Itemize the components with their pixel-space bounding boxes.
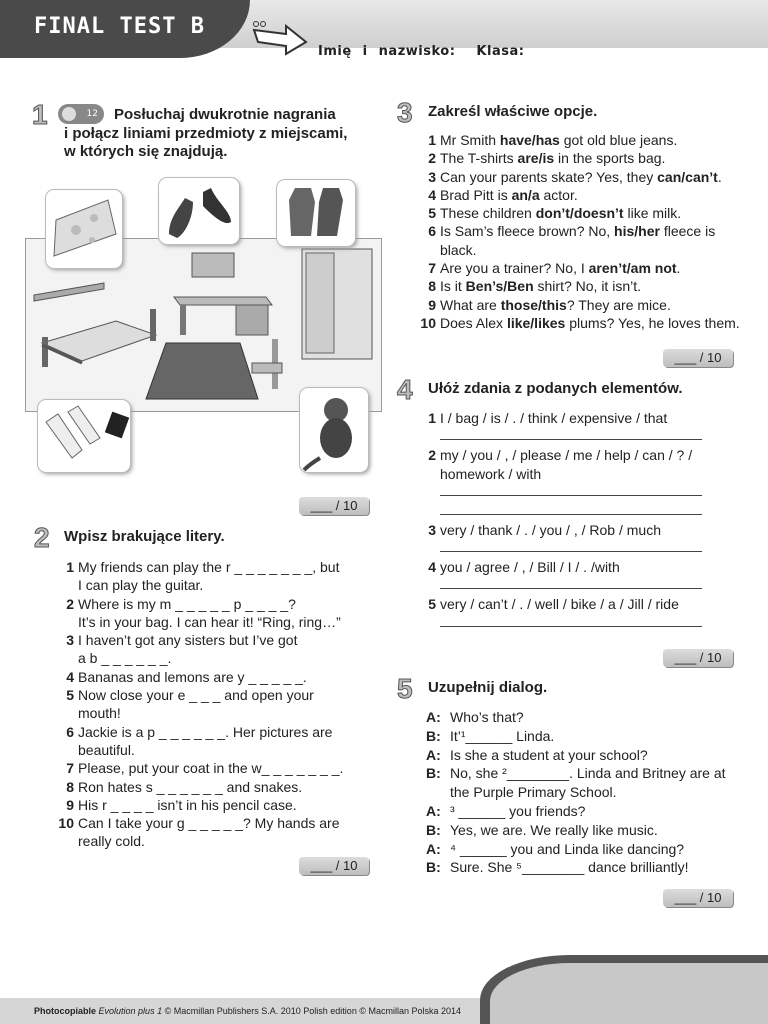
- item-text: Now close your e _ _ _ and open your: [78, 687, 314, 704]
- item-text: mouth!: [78, 705, 121, 722]
- dialog-line: [426, 858, 746, 877]
- dialog-text: Who’s that?: [450, 709, 524, 725]
- item-text: I haven’t got any sisters but I’ve got: [78, 632, 298, 649]
- exercise-2-item: [58, 686, 378, 723]
- page-title: FINAL TEST B: [34, 14, 205, 39]
- shoes-picture: [159, 178, 239, 244]
- item-text: Is it Ben’s/Ben shirt? No, it isn’t.: [440, 278, 641, 295]
- dialog-text: ⁴ ______ you and Linda like dancing?: [450, 840, 685, 857]
- highlighters-picture: [38, 400, 130, 472]
- exercise-3-item: [420, 314, 750, 332]
- exercise-2-item: [58, 778, 378, 796]
- item-text: Can your parents skate? Yes, they can/can’t.: [440, 168, 722, 185]
- dialog-line: [426, 821, 746, 840]
- item-number: 1: [428, 410, 436, 426]
- name-label: Imię i nazwisko:: [318, 44, 456, 59]
- item-text: The T-shirts are/is in the sports bag.: [440, 150, 666, 167]
- item-number: 10: [420, 314, 436, 331]
- speaker-label: B:: [426, 765, 441, 782]
- item-text: very / can’t / . / well / bike / a / Jill / ride: [440, 596, 679, 613]
- item-number: 6: [428, 223, 436, 240]
- gloves-icon: [277, 180, 355, 246]
- exercise-3-item: [420, 131, 750, 149]
- item-text: Jackie is a p _ _ _ _ _ _. Her pictures are: [78, 723, 333, 740]
- speaker-label: B:: [426, 821, 441, 838]
- item-text: What are those/this? They are mice.: [440, 296, 671, 313]
- exercise-1-number: 1: [32, 99, 48, 130]
- item-text: really cold.: [78, 833, 145, 850]
- item-number: 2: [66, 595, 74, 612]
- answer-line[interactable]: [440, 502, 702, 515]
- speaker-icon: 12: [58, 104, 104, 124]
- item-text: I can play the guitar.: [78, 577, 204, 594]
- item-text: Are you a trainer? No, I aren’t/am not.: [440, 260, 681, 277]
- item-number: 8: [428, 278, 436, 295]
- speaker-label: A:: [426, 802, 441, 819]
- exercise-5-dialog: [426, 708, 746, 877]
- exercise-3-item: [420, 168, 750, 186]
- monkey-icon: [300, 388, 368, 472]
- exercise-4-item: [420, 446, 750, 515]
- item-number: 7: [428, 260, 436, 277]
- dialog-line: [426, 708, 746, 727]
- exercise-4-title: Ułóż zdania z podanych elementów.: [428, 380, 683, 397]
- dialog-text: It’¹______ Linda.: [450, 727, 555, 744]
- dialog-text: Yes, we are. We really like music.: [450, 821, 658, 838]
- class-label: Klasa:: [476, 44, 525, 59]
- exercise-3-list: [420, 131, 750, 332]
- dialog-text: the Purple Primary School.: [450, 784, 617, 801]
- item-text: you / agree / , / Bill / I / . /with: [440, 559, 620, 576]
- item-number: 7: [66, 760, 74, 777]
- item-text: Where is my m _ _ _ _ _ p _ _ _ _?: [78, 595, 296, 612]
- item-number: 2: [428, 447, 436, 464]
- dialog-line: [426, 746, 746, 765]
- exercise-2-title: Wpisz brakujące litery.: [64, 528, 225, 545]
- exercise-3-title: Zakreśl właściwe opcje.: [428, 103, 598, 120]
- exercise-4-number: 4: [397, 374, 413, 405]
- answer-line[interactable]: [440, 483, 702, 496]
- item-number: 5: [428, 596, 436, 613]
- gloves-picture: [277, 180, 355, 246]
- exercise-4-list: [420, 409, 750, 633]
- item-number: 4: [428, 559, 436, 576]
- exercise-1-title: Posłuchaj dwukrotnie nagrania i połącz liniami przedmioty z miejscami, w których się znajdują.: [64, 106, 348, 160]
- item-number: 1: [66, 559, 74, 575]
- exercise-5-number: 5: [397, 673, 413, 704]
- speaker-label: B:: [426, 727, 441, 744]
- exercise-3-item: [420, 259, 750, 277]
- exercise-2-item: [58, 595, 378, 632]
- answer-line[interactable]: [440, 576, 702, 589]
- exercise-4-item: [420, 558, 750, 589]
- exercise-2-score: ___ / 10: [299, 857, 369, 875]
- exercise-3-item: [420, 149, 750, 167]
- item-text: Bananas and lemons are y _ _ _ _ _.: [78, 668, 307, 685]
- arrow-icon: [250, 20, 310, 60]
- dialog-text: No, she ²________. Linda and Britney are at: [450, 765, 726, 782]
- item-text: Can I take your g _ _ _ _ _? My hands are: [78, 815, 340, 832]
- item-number: 3: [66, 632, 74, 649]
- cheese-picture: [46, 190, 122, 268]
- item-number: 5: [428, 205, 436, 222]
- monkey-picture: [300, 388, 368, 472]
- exercise-3-item: [420, 277, 750, 295]
- item-number: 5: [66, 687, 74, 704]
- exercise-2-item: [58, 759, 378, 777]
- item-number: 4: [66, 668, 74, 685]
- answer-line[interactable]: [440, 614, 702, 627]
- item-text: a b _ _ _ _ _ _.: [78, 650, 172, 667]
- dialog-text: Sure. She ⁵________ dance brilliantly!: [450, 859, 689, 876]
- page-footer: [0, 955, 768, 1024]
- speaker-label: B:: [426, 859, 441, 876]
- highlighter-icon: [38, 400, 130, 472]
- exercise-4-item: [420, 409, 750, 440]
- cheese-icon: [46, 190, 122, 268]
- exercise-2-list: [58, 558, 378, 851]
- item-number: 2: [428, 150, 436, 167]
- item-text: Brad Pitt is an/a actor.: [440, 186, 578, 203]
- exercise-4-item: [420, 521, 750, 552]
- answer-line[interactable]: [440, 427, 702, 440]
- exercise-3-item: [420, 186, 750, 204]
- exercise-2-number: 2: [34, 522, 50, 553]
- item-text: Is Sam’s fleece brown? No, his/her fleece is: [440, 223, 716, 240]
- exercise-2-item: [58, 668, 378, 686]
- exercise-3-item: [420, 222, 750, 259]
- item-text: beautiful.: [78, 741, 135, 758]
- exercise-3-number: 3: [397, 97, 413, 128]
- item-number: 4: [428, 186, 436, 203]
- exercise-2-item: [58, 796, 378, 814]
- item-text: Does Alex like/likes plums? Yes, he loves them.: [440, 314, 740, 331]
- item-text: Mr Smith have/has got old blue jeans.: [440, 132, 678, 148]
- exercise-3-item: [420, 296, 750, 314]
- dialog-text: Is she a student at your school?: [450, 746, 648, 763]
- dialog-line: [426, 764, 746, 802]
- item-number: 10: [58, 815, 74, 832]
- dialog-line: [426, 727, 746, 746]
- item-text: black.: [440, 241, 477, 258]
- item-text: His r _ _ _ _ isn’t in his pencil case.: [78, 796, 297, 813]
- item-text: Please, put your coat in the w_ _ _ _ _ _ _.: [78, 760, 344, 777]
- shoes-icon: [159, 178, 239, 244]
- exercise-2-item: [58, 723, 378, 760]
- item-number: 9: [66, 796, 74, 813]
- item-text: My friends can play the r _ _ _ _ _ _ _, but: [78, 559, 340, 575]
- speaker-label: A:: [426, 709, 441, 725]
- copyright-text: Photocopiable Evolution plus 1 © Macmillan Publishers S.A. 2010 Polish edition © Macmillan Polska 2014: [34, 1006, 461, 1016]
- exercise-5-title: Uzupełnij dialog.: [428, 679, 548, 696]
- answer-line[interactable]: [440, 539, 702, 552]
- item-number: 6: [66, 723, 74, 740]
- exercise-2-item: [58, 631, 378, 668]
- student-info-line: [318, 44, 524, 59]
- item-text: homework / with: [440, 465, 542, 482]
- item-text: my / you / , / please / me / help / can / ? /: [440, 447, 693, 464]
- item-text: I / bag / is / . / think / expensive / that: [440, 410, 668, 426]
- item-number: 8: [66, 778, 74, 795]
- page-header: [0, 0, 768, 72]
- dialog-line: [426, 840, 746, 859]
- item-text: very / thank / . / you / , / Rob / much: [440, 521, 661, 538]
- item-text: It’s in your bag. I can hear it! “Ring, ring…”: [78, 613, 341, 630]
- item-text: These children don’t/doesn’t like milk.: [440, 205, 682, 222]
- item-text: Ron hates s _ _ _ _ _ _ and snakes.: [78, 778, 303, 795]
- exercise-3-item: [420, 204, 750, 222]
- item-number: 3: [428, 521, 436, 538]
- exercise-1-score: ___ / 10: [299, 497, 369, 515]
- exercise-2-item: [58, 814, 378, 851]
- speaker-label: A:: [426, 746, 441, 763]
- exercise-2-item: [58, 558, 378, 595]
- speaker-label: A:: [426, 840, 441, 857]
- exercise-4-item: [420, 595, 750, 626]
- exercise-3-score: ___ / 10: [663, 349, 733, 367]
- item-number: 1: [428, 132, 436, 148]
- exercise-4-score: ___ / 10: [663, 649, 733, 667]
- item-number: 9: [428, 296, 436, 313]
- item-number: 3: [428, 168, 436, 185]
- dialog-text: ³ ______ you friends?: [450, 802, 586, 819]
- exercise-5-score: ___ / 10: [663, 889, 733, 907]
- dialog-line: [426, 802, 746, 821]
